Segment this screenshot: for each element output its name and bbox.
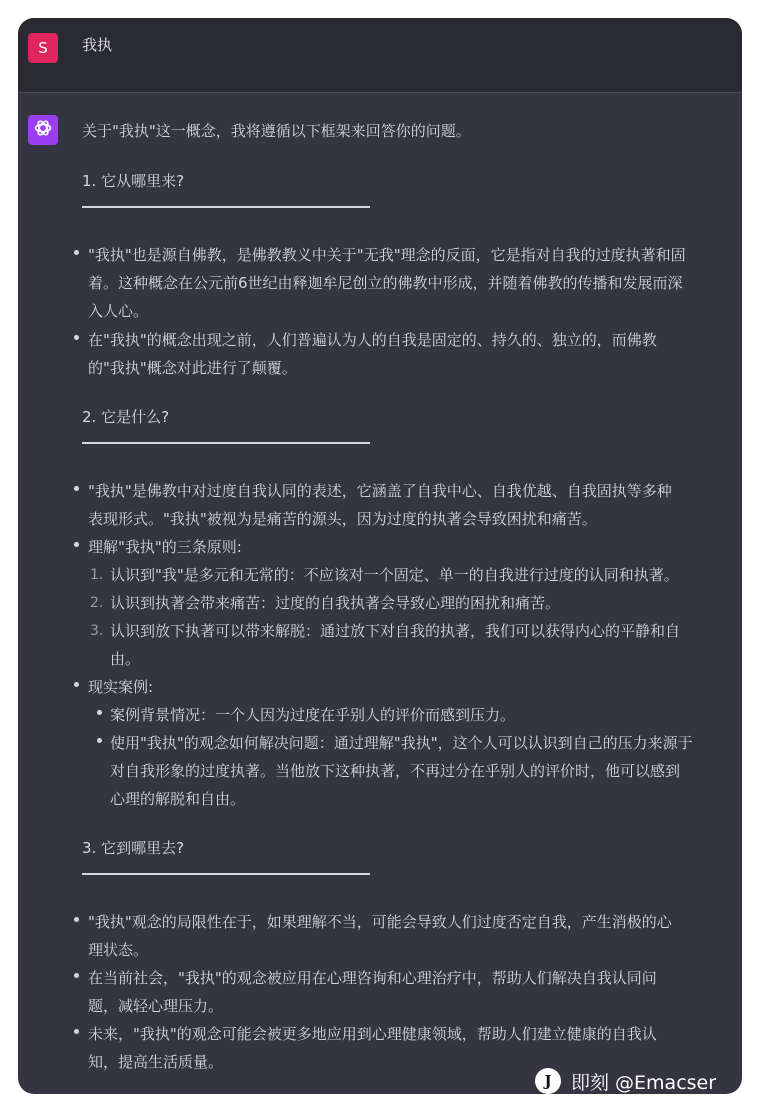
openai-logo-icon	[33, 118, 53, 142]
user-message-row	[18, 18, 742, 93]
list-item-line: 题，减轻心理压力。	[88, 997, 224, 1015]
bullet-icon	[74, 542, 79, 547]
ordered-item-line: 由。	[110, 650, 141, 668]
ordered-item-number: 2.	[90, 595, 104, 611]
section-divider	[82, 442, 370, 444]
list-item-line: 未来，"我执"的观念可能会被更多地应用到心理健康领域，帮助人们建立健康的自我认	[88, 1025, 657, 1043]
bullet-icon	[74, 917, 79, 922]
list-item-line: 在当前社会，"我执"的观念被应用在心理咨询和心理治疗中，帮助人们解决自我认同问	[88, 969, 657, 987]
bullet-icon	[74, 682, 79, 687]
ordered-item-number: 3.	[90, 623, 104, 639]
list-item-line: 入人心。	[88, 302, 149, 320]
answer-intro: 关于"我执"这一概念，我将遵循以下框架来回答你的问题。	[82, 122, 471, 140]
section-heading-origin: 1. 它从哪里来?	[82, 172, 185, 190]
list-item-line: 着。这种概念在公元前6世纪由释迦牟尼创立的佛教中形成，并随着佛教的传播和发展而深	[88, 274, 683, 292]
ordered-item-line: 认识到放下执著可以带来解脱：通过放下对自我的执著，我们可以获得内心的平静和自	[110, 622, 681, 640]
list-item-line: 对自我形象的过度执著。当他放下这种执著，不再过分在乎别人的评价时，他可以感到	[110, 762, 681, 780]
ordered-item-line: 认识到"我"是多元和无常的：不应该对一个固定、单一的自我进行过度的认同和执著。	[110, 566, 679, 584]
list-item-line: 案例背景情况：一个人因为过度在乎别人的评价而感到压力。	[110, 706, 516, 724]
chat-window	[18, 18, 742, 1094]
list-item-line: 理状态。	[88, 941, 149, 959]
bullet-icon	[97, 738, 102, 743]
section-heading-what: 2. 它是什么?	[82, 408, 170, 426]
user-message-text: 我执	[82, 36, 113, 54]
assistant-avatar	[28, 115, 58, 145]
section-divider	[82, 206, 370, 208]
bullet-icon	[74, 1029, 79, 1034]
user-avatar: S	[28, 33, 58, 63]
list-item-line: 现实案例:	[88, 678, 154, 696]
bullet-icon	[74, 250, 79, 255]
list-item-line: 的"我执"概念对此进行了颠覆。	[88, 359, 297, 377]
bullet-icon	[74, 335, 79, 340]
list-item-line: "我执"是佛教中对过度自我认同的表述，它涵盖了自我中心、自我优越、自我固执等多种	[88, 482, 672, 500]
list-item-line: 在"我执"的概念出现之前，人们普遍认为人的自我是固定的、持久的、独立的，而佛教	[88, 331, 657, 349]
bullet-icon	[74, 486, 79, 491]
list-item-line: 使用"我执"的观念如何解决问题：通过理解"我执"，这个人可以认识到自己的压力来源于	[110, 734, 693, 752]
list-item-line: 知，提高生活质量。	[88, 1053, 224, 1071]
list-item-line: 理解"我执"的三条原则:	[88, 538, 242, 556]
jike-logo-icon: J	[535, 1068, 561, 1094]
list-item-line: 表现形式。"我执"被视为是痛苦的源头，因为过度的执著会导致困扰和痛苦。	[88, 510, 597, 528]
bullet-icon	[97, 710, 102, 715]
ordered-item-number: 1.	[90, 567, 104, 583]
watermark	[535, 1061, 755, 1101]
section-divider	[82, 873, 370, 875]
bullet-icon	[74, 973, 79, 978]
list-item-line: "我执"也是源自佛教，是佛教教义中关于"无我"理念的反面，它是指对自我的过度执著和固	[88, 246, 686, 264]
ordered-item-line: 认识到执著会带来痛苦：过度的自我执著会导致心理的困扰和痛苦。	[110, 594, 561, 612]
section-heading-where: 3. 它到哪里去?	[82, 839, 185, 857]
list-item-line: "我执"观念的局限性在于，如果理解不当，可能会导致人们过度否定自我，产生消极的心	[88, 913, 672, 931]
watermark-text: 即刻 @Emacser	[571, 1071, 717, 1094]
list-item-line: 心理的解脱和自由。	[110, 790, 246, 808]
